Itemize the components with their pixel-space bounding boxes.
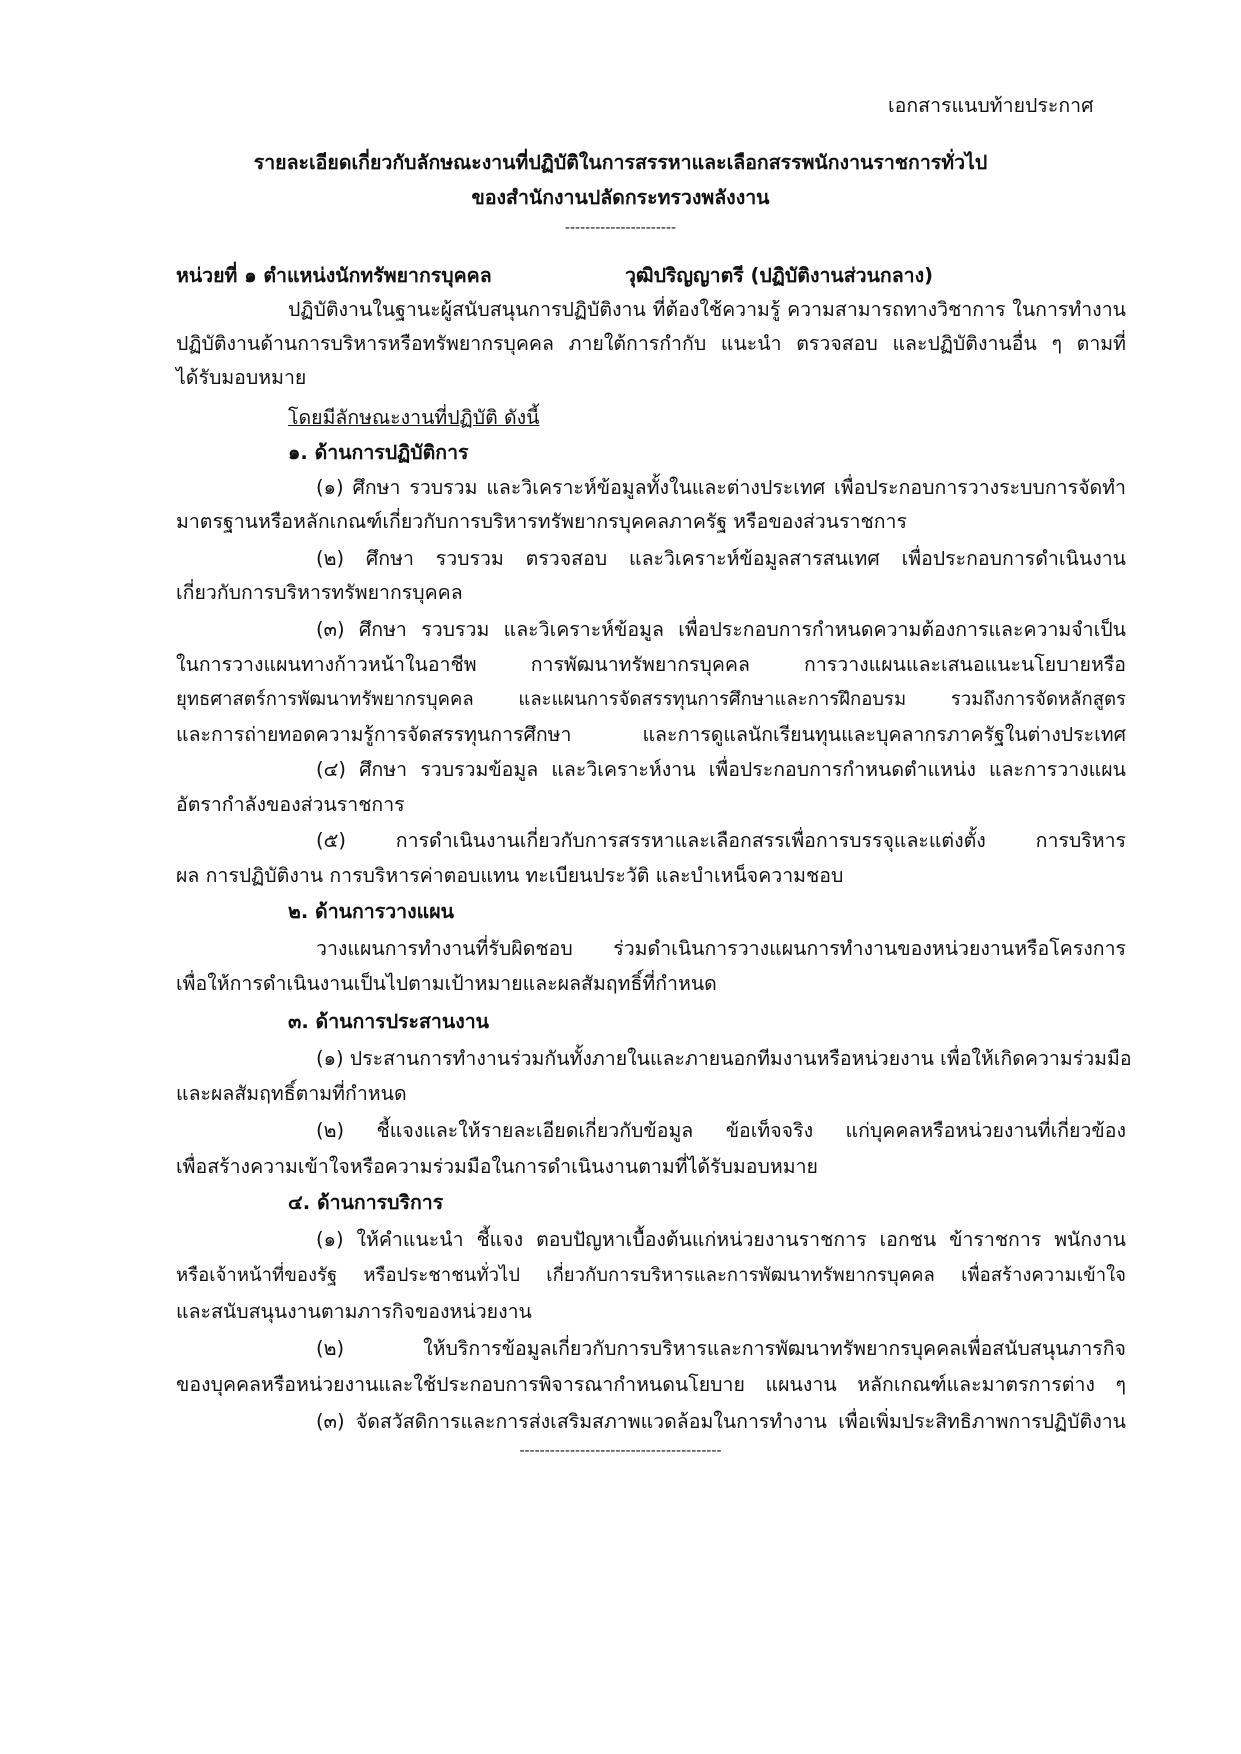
paragraph-line: ในการวางแผนทางก้าวหน้าในอาชีพ การพัฒนาทรัพยากรบุคคล การวางแผนและเสนอแนะนโยบายหรือ (176, 653, 1126, 676)
paragraph-line: (๒) ให้บริการข้อมูลเกี่ยวกับการบริหารและการพัฒนาทรัพยากรบุคคลเพื่อสนับสนุนภารกิจ (316, 1337, 1126, 1360)
section-heading: ๑. ด้านการปฏิบัติการ (288, 441, 469, 464)
paragraph-line: ยุทธศาสตร์การพัฒนาทรัพยากรบุคคล และแผนการจัดสรรทุนการศึกษาและการฝึกอบรม รวมถึงการจัดหลักสูตร (176, 689, 1126, 710)
paragraph-line: (๑) ให้คำแนะนำ ชี้แจง ตอบปัญหาเบื้องต้นแก่หน่วยงานราชการ เอกชน ข้าราชการ พนักงาน (316, 1228, 1126, 1251)
paragraph-line: ของบุคคลหรือหน่วยงานและใช้ประกอบการพิจารณากำหนดนโยบาย แผนงาน หลักเกณฑ์และมาตรการต่าง ๆ (176, 1373, 1126, 1396)
section-heading: ๒. ด้านการวางแผน (288, 900, 454, 923)
intro-line: ได้รับมอบหมาย (176, 366, 307, 389)
paragraph-line: เพื่อให้การดำเนินงานเป็นไปตามเป้าหมายและผลสัมฤทธิ์ที่กำหนด (176, 972, 717, 995)
header-note: เอกสารแนบท้ายประกาศ (888, 94, 1094, 117)
document-title-line2: ของสำนักงานปลัดกระทรวงพลังงาน (471, 186, 770, 209)
qualification: วุฒิปริญญาตรี (ปฏิบัติงานส่วนกลาง) (625, 264, 934, 287)
paragraph-line: มาตรฐานหรือหลักเกณฑ์เกี่ยวกับการบริหารทรัพยากรบุคคลภาครัฐ หรือของส่วนราชการ (176, 510, 907, 533)
paragraph-line: หรือเจ้าหน้าที่ของรัฐ หรือประชาชนทั่วไป เกี่ยวกับการบริหารและการพัฒนาทรัพยากรบุคคล เพื่อสร้างความเข้าใจ (176, 1265, 1126, 1286)
paragraph-line: (๕) การดำเนินงานเกี่ยวกับการสรรหาและเลือกสรรเพื่อการบรรจุและแต่งตั้ง การบริหาร (316, 829, 1126, 852)
paragraph-line: (๓) จัดสวัสดิการและการส่งเสริมสภาพแวดล้อมในการทำงาน เพื่อเพิ่มประสิทธิภาพการปฏิบัติงาน (316, 1410, 1126, 1433)
intro-line: ปฏิบัติงานด้านการบริหารหรือทรัพยากรบุคคล ภายใต้การกำกับ แนะนำ ตรวจสอบ และปฏิบัติงานอื่น ๆ ตามที่ (176, 332, 1126, 355)
paragraph-line: และการถ่ายทอดความรู้การจัดสรรทุนการศึกษา และการดูแลนักเรียนทุนและบุคลากรภาครัฐในต่างประเทศ (176, 723, 1126, 746)
paragraph-line: (๒) ชี้แจงและให้รายละเอียดเกี่ยวกับข้อมูล ข้อเท็จจริง แก่บุคคลหรือหน่วยงานที่เกี่ยวข้อง (316, 1119, 1126, 1142)
paragraph-line: วางแผนการทำงานที่รับผิดชอบ ร่วมดำเนินการวางแผนการทำงานของหน่วยงานหรือโครงการ (316, 937, 1126, 960)
section-heading: ๔. ด้านการบริการ (288, 1191, 444, 1214)
paragraph-line: (๔) ศึกษา รวบรวมข้อมูล และวิเคราะห์งาน เพื่อประกอบการกำหนดตำแหน่ง และการวางแผน (316, 758, 1126, 781)
paragraph-line: ผล การปฏิบัติงาน การบริหารค่าตอบแทน ทะเบียนประวัติ และบำเหน็จความชอบ (176, 864, 844, 887)
footer-divider: ---------------------------------------- (519, 1443, 722, 1459)
document-title-line1: รายละเอียดเกี่ยวกับลักษณะงานที่ปฏิบัติในการสรรหาและเลือกสรรพนักงานราชการทั่วไป (253, 151, 988, 174)
section-heading: ๓. ด้านการประสานงาน (288, 1010, 490, 1033)
title-divider: ---------------------- (564, 220, 677, 236)
paragraph-line: เกี่ยวกับการบริหารทรัพยากรบุคคล (176, 581, 463, 604)
unit-label: หน่วยที่ ๑ ตำแหน่งนักทรัพยากรบุคคล (176, 264, 492, 287)
paragraph-line: (๒) ศึกษา รวบรวม ตรวจสอบ และวิเคราะห์ข้อมูลสารสนเทศ เพื่อประกอบการดำเนินงาน (316, 547, 1126, 570)
paragraph-line: (๑) ศึกษา รวบรวม และวิเคราะห์ข้อมูลทั้งในและต่างประเทศ เพื่อประกอบการวางระบบการจัดทำ (316, 476, 1126, 499)
intro-line: ปฏิบัติงานในฐานะผู้สนับสนุนการปฏิบัติงาน ที่ต้องใช้ความรู้ ความสามารถทางวิชาการ ในการทำงาน (288, 298, 1126, 321)
paragraph-line: และผลสัมฤทธิ์ตามที่กำหนด (176, 1082, 407, 1105)
paragraph-line: อัตรากำลังของส่วนราชการ (176, 793, 405, 816)
paragraph-line: (๑) ประสานการทำงานร่วมกันทั้งภายในและภายนอกทีมงานหรือหน่วยงาน เพื่อให้เกิดความร่วมมือ (316, 1047, 1132, 1070)
paragraph-line: และสนับสนุนงานตามภารกิจของหน่วยงาน (176, 1300, 532, 1323)
duties-heading: โดยมีลักษณะงานที่ปฏิบัติ ดังนี้ (288, 406, 540, 429)
paragraph-line: (๓) ศึกษา รวบรวม และวิเคราะห์ข้อมูล เพื่อประกอบการกำหนดความต้องการและความจำเป็น (316, 618, 1126, 641)
paragraph-line: เพื่อสร้างความเข้าใจหรือความร่วมมือในการดำเนินงานตามที่ได้รับมอบหมาย (176, 1155, 818, 1178)
